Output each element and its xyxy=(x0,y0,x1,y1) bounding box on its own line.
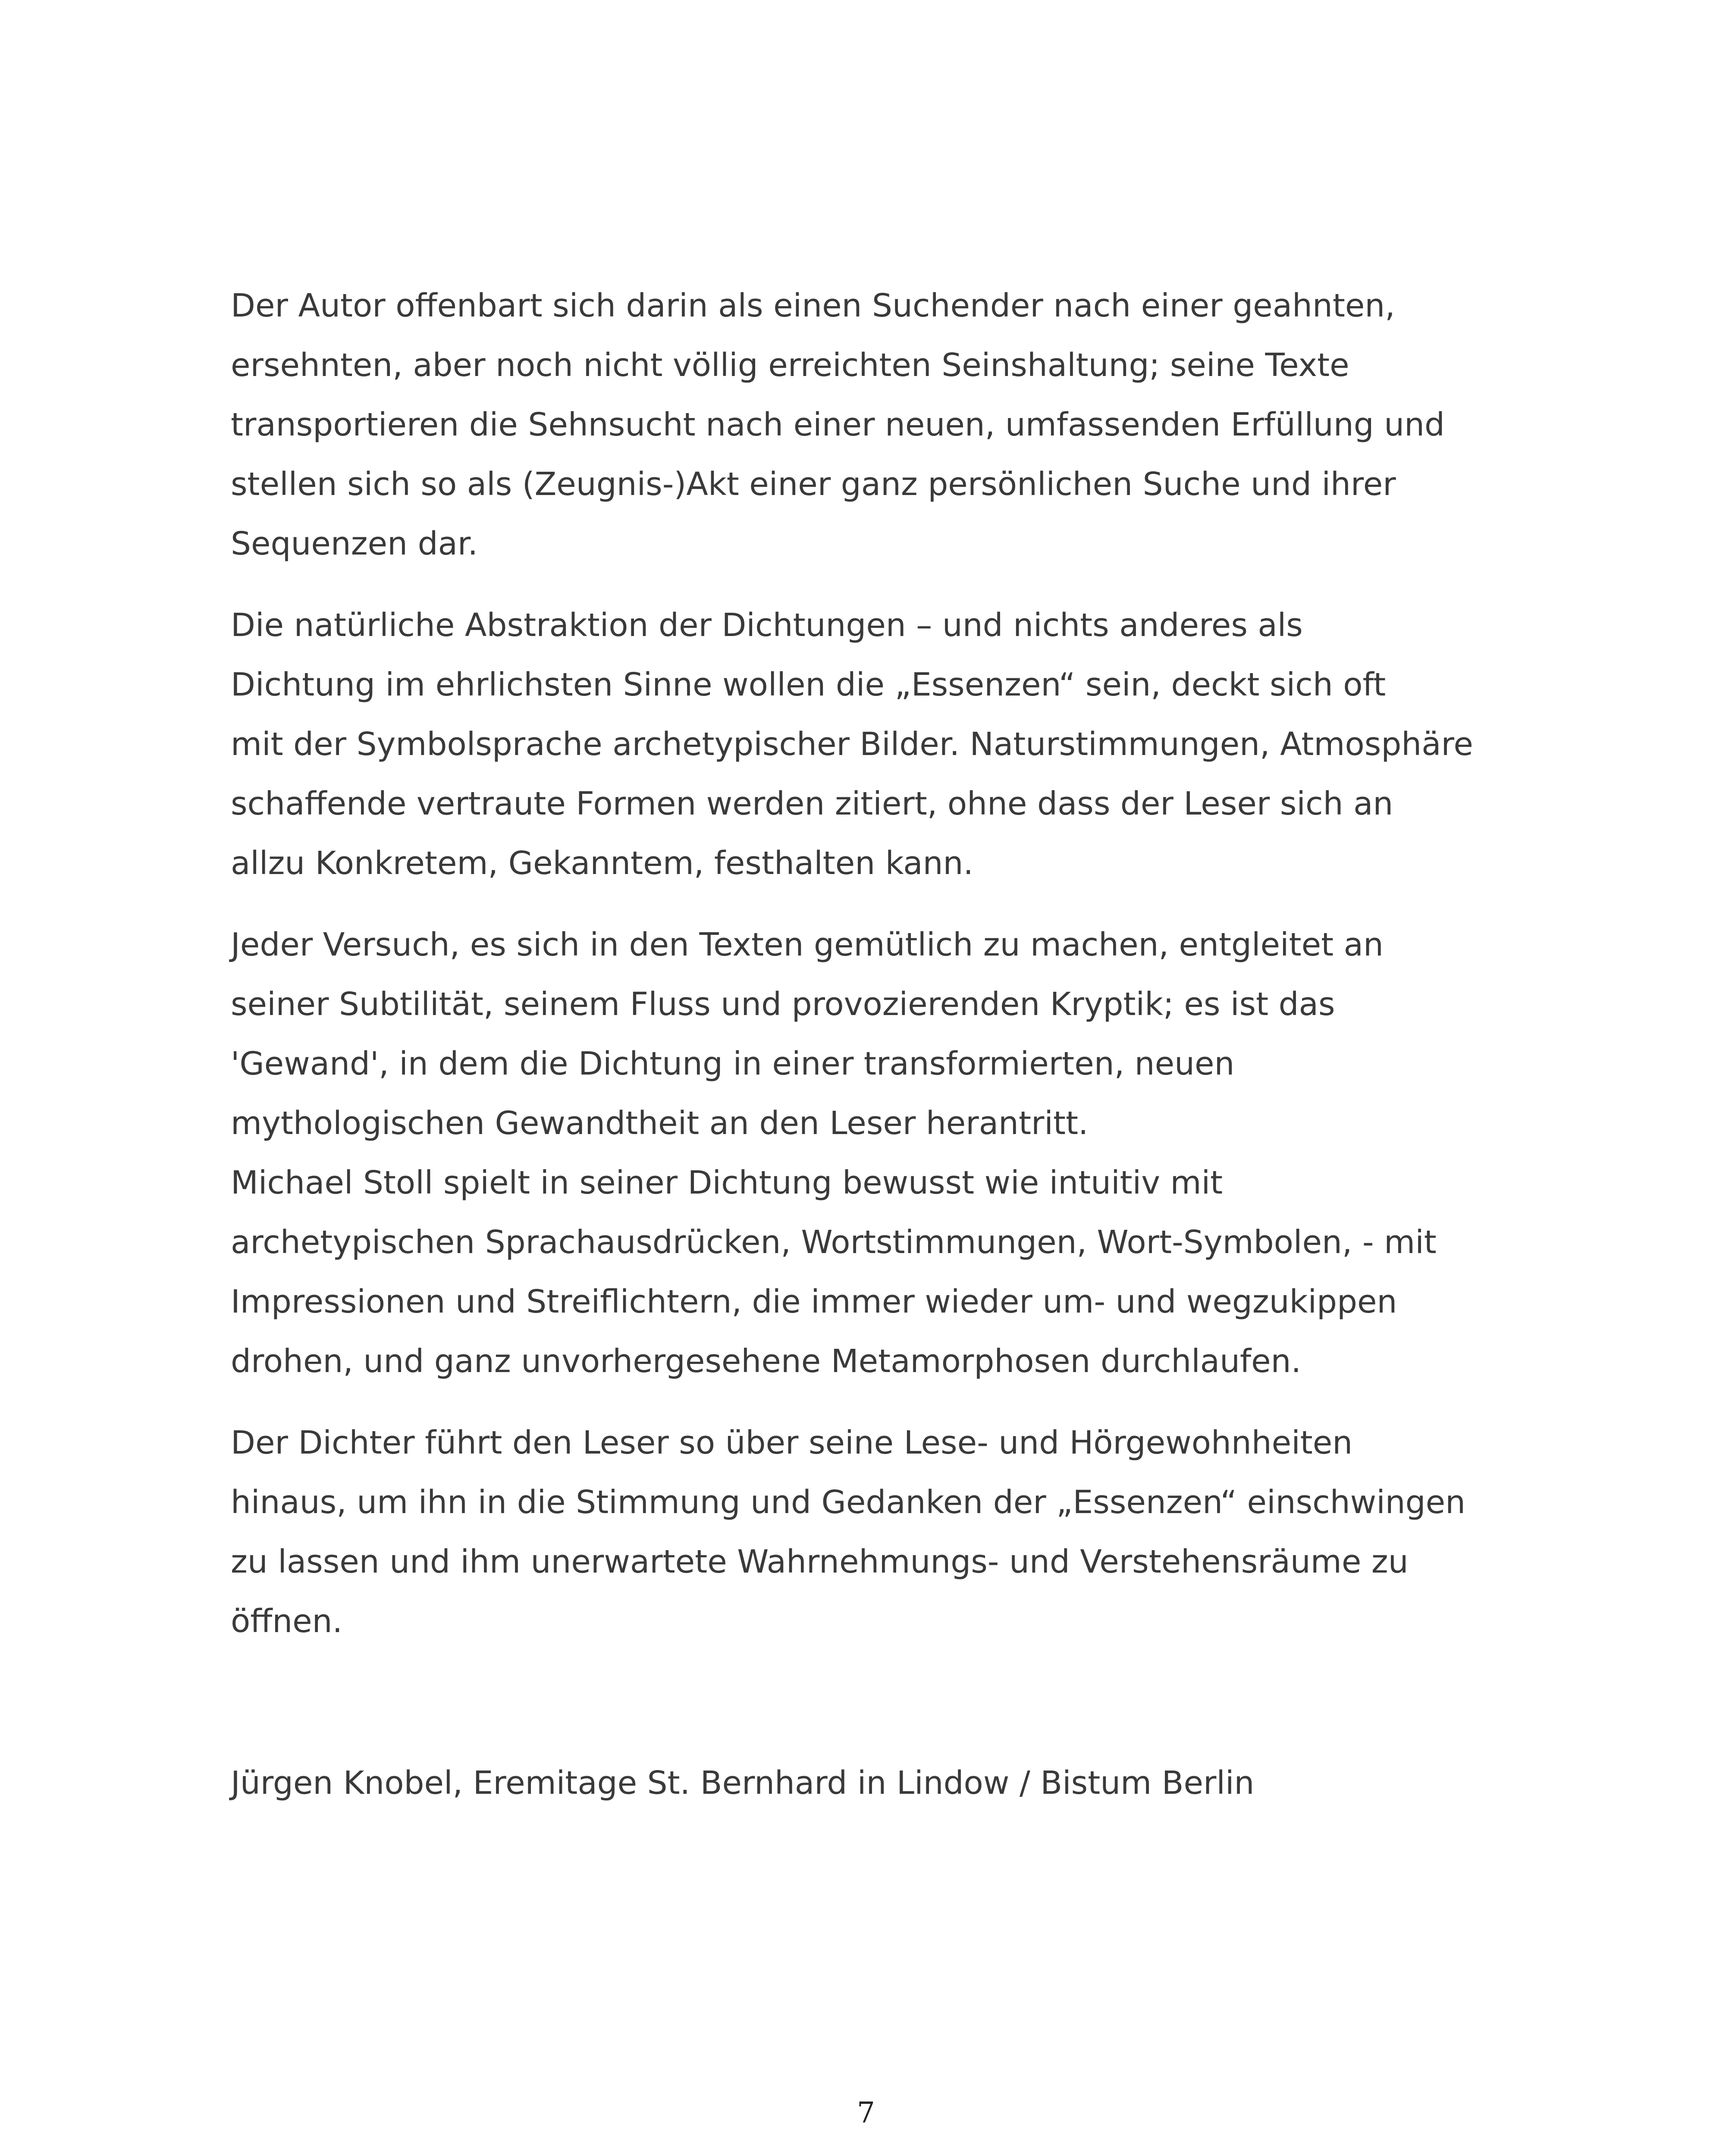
text-line: zu lassen und ihm unerwartete Wahrnehmungs- und Verstehensräume zu xyxy=(231,1543,1409,1580)
paragraph-1 xyxy=(231,276,1525,573)
text-line: archetypischen Sprachausdrücken, Wortstimmungen, Wort-Symbolen, - mit xyxy=(231,1224,1437,1261)
author-signature: Jürgen Knobel, Eremitage St. Bernhard in Lindow / Bistum Berlin xyxy=(231,1764,1255,1802)
text-line: ersehnten, aber noch nicht völlig erreichten Seinshaltung; seine Texte xyxy=(231,347,1349,384)
text-line: Jeder Versuch, es sich in den Texten gemütlich zu machen, entgleitet an xyxy=(231,926,1384,963)
body-text xyxy=(231,276,1525,1651)
text-line: Die natürliche Abstraktion der Dichtungen – und nichts anderes als xyxy=(231,607,1303,644)
text-line: Der Autor offenbart sich darin als einen Suchender nach einer geahnten, xyxy=(231,287,1395,324)
page-number: 7 xyxy=(857,2096,875,2129)
text-line: schaffende vertraute Formen werden zitiert, ohne dass der Leser sich an xyxy=(231,785,1393,822)
paragraph-3 xyxy=(231,915,1525,1391)
text-line: hinaus, um ihn in die Stimmung und Gedanken der „Essenzen“ einschwingen xyxy=(231,1484,1466,1521)
text-line: stellen sich so als (Zeugnis-)Akt einer ganz persönlichen Suche und ihrer xyxy=(231,466,1396,503)
text-line: 'Gewand', in dem die Dichtung in einer transformierten, neuen xyxy=(231,1045,1235,1082)
text-line: Impressionen und Streiflichtern, die immer wieder um- und wegzukippen xyxy=(231,1283,1397,1320)
text-line: Dichtung im ehrlichsten Sinne wollen die „Essenzen“ sein, deckt sich oft xyxy=(231,666,1386,703)
text-line: mit der Symbolsprache archetypischer Bilder. Naturstimmungen, Atmosphäre xyxy=(231,726,1473,763)
text-line: seiner Subtilität, seinem Fluss und provozierenden Kryptik; es ist das xyxy=(231,986,1335,1023)
text-line: öffnen. xyxy=(231,1603,343,1640)
text-line: transportieren die Sehnsucht nach einer neuen, umfassenden Erfüllung und xyxy=(231,406,1445,443)
paragraph-2 xyxy=(231,595,1525,893)
text-line: mythologischen Gewandtheit an den Leser herantritt. xyxy=(231,1105,1089,1142)
text-line: Michael Stoll spielt in seiner Dichtung bewusst wie intuitiv mit xyxy=(231,1164,1223,1201)
text-line: Sequenzen dar. xyxy=(231,525,478,562)
text-line: Der Dichter führt den Leser so über seine Lese- und Hörgewohnheiten xyxy=(231,1424,1353,1461)
text-line: allzu Konkretem, Gekanntem, festhalten kann. xyxy=(231,845,973,882)
paragraph-4 xyxy=(231,1413,1525,1651)
text-line: drohen, und ganz unvorhergesehene Metamorphosen durchlaufen. xyxy=(231,1343,1302,1380)
